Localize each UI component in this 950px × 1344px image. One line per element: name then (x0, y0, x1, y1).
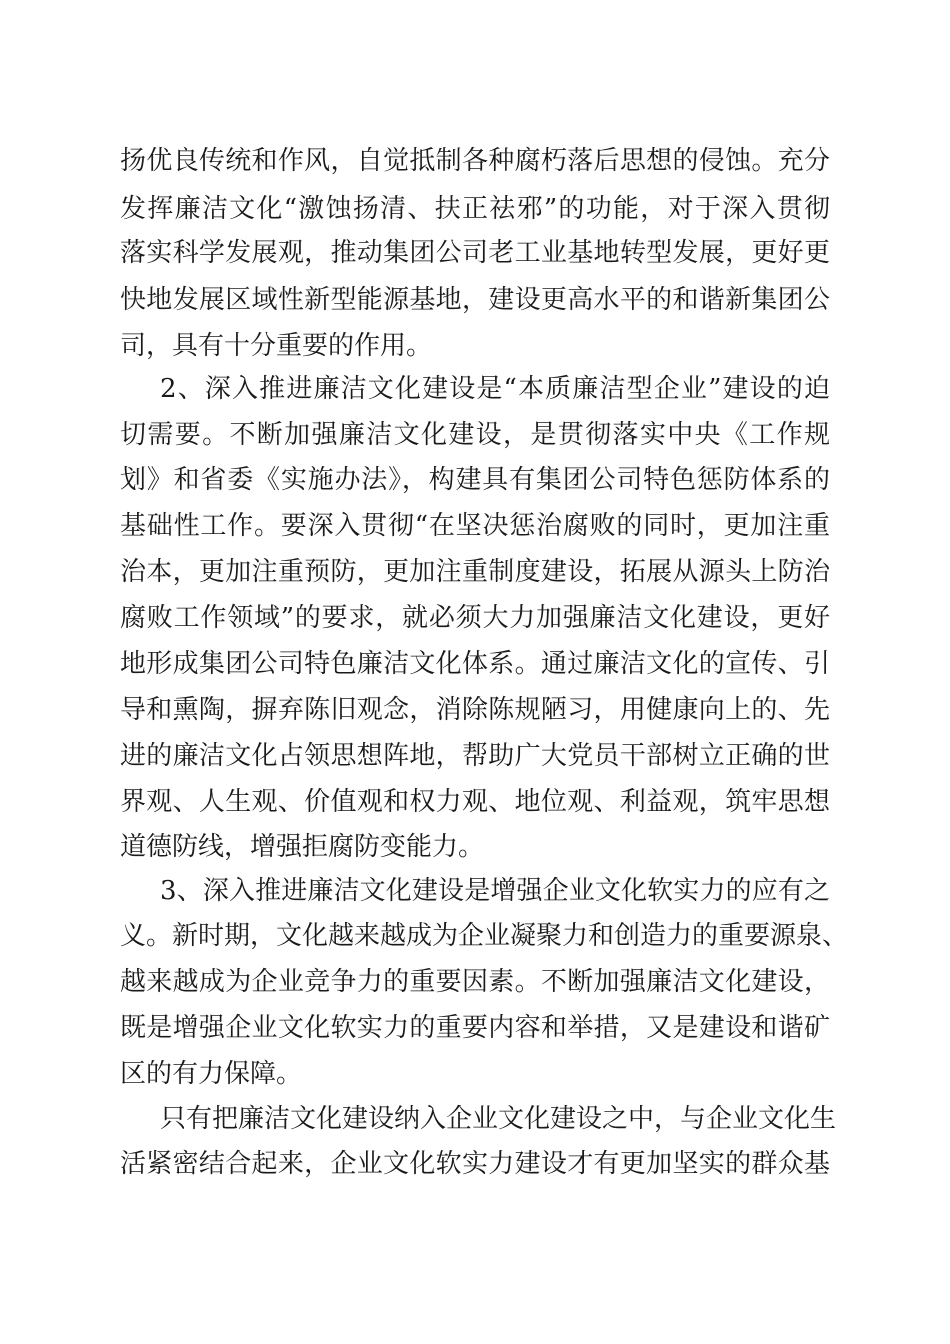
text-line: 道德防线，增强拒腐防变能力。 (120, 832, 485, 862)
text-line: 扬优良传统和作风，自觉抵制各种腐朽落后思想的侵蚀。充分 (120, 146, 830, 176)
text-line: 划》和省委《实施办法》，构建具有集团公司特色惩防体系的 (120, 465, 830, 495)
text-line: 司，具有十分重要的作用。 (120, 331, 433, 361)
text-line: 切需要。不断加强廉洁文化建设，是贯彻落实中央《工作规 (120, 420, 830, 450)
text-line: 义。新时期，文化越来越成为企业凝聚力和创造力的重要源泉、 (120, 921, 849, 951)
text-line: 治本，更加注重预防，更加注重制度建设，拓展从源头上防治 (120, 557, 830, 587)
paragraph-start-line: 2、深入推进廉洁文化建设是“本质廉洁型企业”建设的迫 (160, 374, 830, 404)
text-line: 界观、人生观、价值观和权力观、地位观、利益观，筑牢思想 (120, 787, 830, 817)
text-line: 活紧密结合起来，企业文化软实力建设才有更加坚实的群众基 (120, 1149, 830, 1179)
text-line: 腐败工作领域”的要求，就必须大力加强廉洁文化建设，更好 (120, 603, 830, 633)
paragraph-start-line: 3、深入推进廉洁文化建设是增强企业文化软实力的应有之 (160, 876, 830, 906)
text-line: 越来越成为企业竞争力的重要因素。不断加强廉洁文化建设， (120, 967, 830, 997)
text-line: 基础性工作。要深入贯彻“在坚决惩治腐败的同时，更加注重 (120, 511, 830, 541)
text-line: 区的有力保障。 (120, 1059, 303, 1089)
text-line: 既是增强企业文化软实力的重要内容和举措，又是建设和谐矿 (120, 1013, 830, 1043)
text-line: 发挥廉洁文化“激蚀扬清、扶正祛邪”的功能，对于深入贯彻 (120, 194, 830, 224)
text-line: 进的廉洁文化占领思想阵地，帮助广大党员干部树立正确的世 (120, 741, 830, 771)
text-line: 落实科学发展观，推动集团公司老工业基地转型发展，更好更 (120, 238, 830, 268)
text-line: 导和熏陶，摒弃陈旧观念，消除陈规陋习，用健康向上的、先 (120, 695, 830, 725)
text-line: 快地发展区域性新型能源基地，建设更高水平的和谐新集团公 (120, 285, 830, 315)
paragraph-start-line: 只有把廉洁文化建设纳入企业文化建设之中，与企业文化生 (160, 1104, 837, 1134)
text-line: 地形成集团公司特色廉洁文化体系。通过廉洁文化的宣传、引 (120, 649, 830, 679)
